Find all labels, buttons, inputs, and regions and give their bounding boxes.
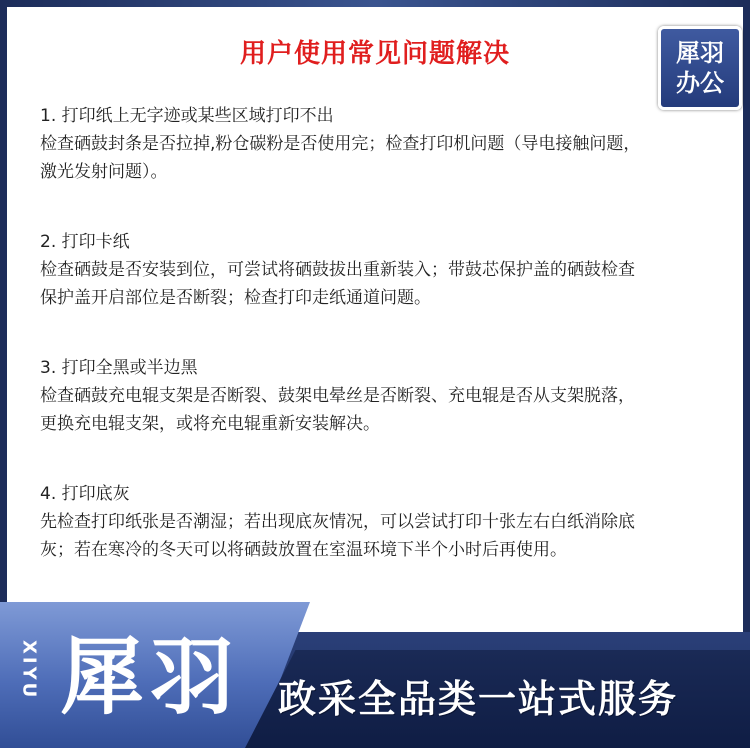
brand-badge [658,26,742,110]
faq-line: 检查硒鼓是否安装到位，可尝试将硒鼓拔出重新装入；带鼓芯保护盖的硒鼓检查 [40,260,635,280]
footer-banner [0,628,750,748]
faq-line: 检查硒鼓封条是否拉掉,粉仓碳粉是否使用完；检查打印机问题（导电接触问题， [40,134,641,154]
faq-section-3 [40,354,710,438]
faq-section-4 [40,480,710,564]
page-title: 用户使用常见问题解决 [239,39,510,69]
faq-heading: 3. 打印全黑或半边黑 [40,358,198,378]
badge-line-2: 办公 [676,69,724,97]
footer-xiyu-text: XIYU [18,639,40,701]
faq-section-1 [40,102,710,186]
faq-line: 灰；若在寒冷的冬天可以将硒鼓放置在室温环境下半个小时后再使用。 [40,540,567,560]
faq-line: 激光发射问题）。 [40,162,168,182]
faq-heading: 4. 打印底灰 [40,484,130,504]
faq-heading: 2. 打印卡纸 [40,232,130,252]
faq-section-2 [40,228,710,312]
footer-slogan: 政采全品类一站式服务 [278,677,679,721]
faq-line: 检查硒鼓充电辊支架是否断裂、鼓架电晕丝是否断裂、充电辊是否从支架脱落， [40,386,635,406]
faq-line: 先检查打印纸张是否潮湿；若出现底灰情况，可以尝试打印十张左右白纸消除底 [40,512,635,532]
faq-line: 保护盖开启部位是否断裂；检查打印走纸通道问题。 [40,288,431,308]
faq-heading: 1. 打印纸上无字迹或某些区域打印不出 [40,106,334,126]
badge-line-1: 犀羽 [676,39,724,67]
faq-line: 更换充电辊支架，或将充电辊重新安装解决。 [40,414,380,434]
footer-brand-logo: 犀羽 [60,628,241,726]
